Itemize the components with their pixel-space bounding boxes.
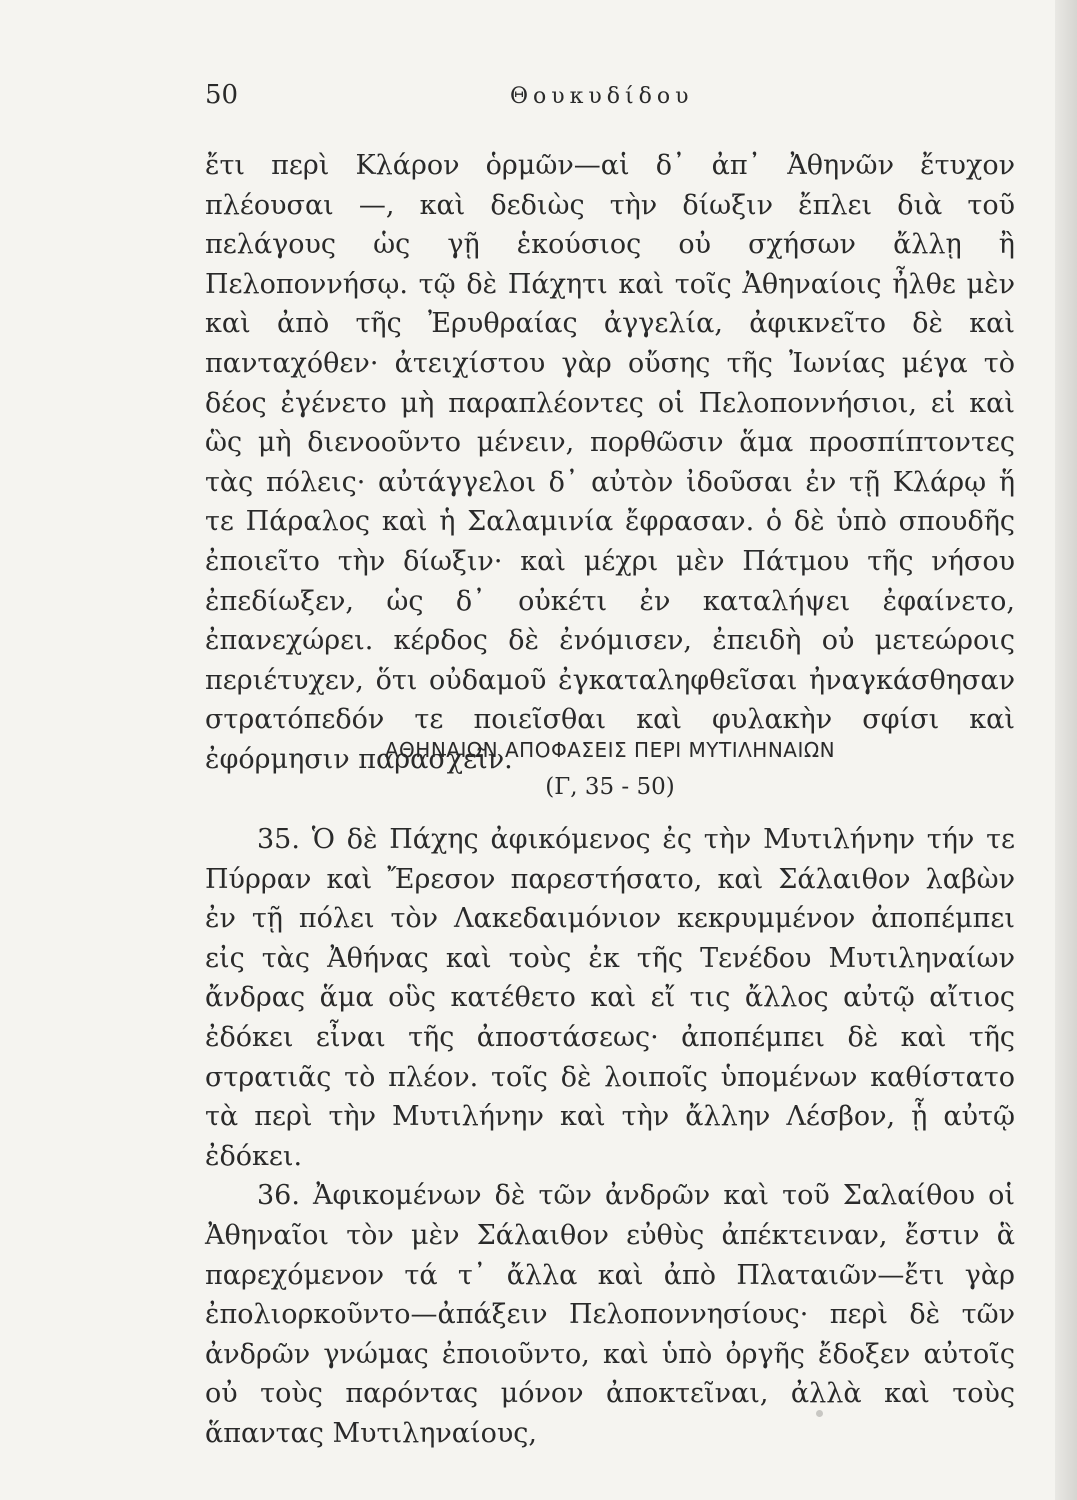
text-block-top: [205, 146, 1015, 780]
running-title: Θουκυδίδου: [510, 84, 694, 109]
paragraph: 36. Ἀφικομένων δὲ τῶν ἀνδρῶν καὶ τοῦ Σαλαίθου οἱ Ἀθηναῖοι τὸν μὲν Σάλαιθον εὐθὺς ἀπέκτειναν, ἔστιν ἃ παρεχόμενον τά τ᾽ ἄλλα καὶ ἀπὸ Πλαταιῶν—ἔτι γὰρ ἐπολιορκοῦντο—ἀπάξειν Πελοποννησίους· περὶ δὲ τῶν ἀνδρῶν γνώμας ἐποιοῦντο, καὶ ὑπὸ ὀργῆς ἔδοξεν αὐτοῖς οὐ τοὺς παρόντας μόνον ἀποκτεῖναι, ἀλλὰ καὶ τοὺς ἅπαντας Μυτιληναίους,: [205, 1180, 1015, 1449]
section-heading: [205, 738, 1015, 800]
page-header: [205, 80, 845, 120]
text-block-bottom: [205, 820, 1015, 1454]
paragraph: ἔτι περὶ Κλάρον ὁρμῶν—αἱ δ᾽ ἀπ᾽ Ἀθηνῶν ἔτυχον πλέουσαι —, καὶ δεδιὼς τὴν δίωξιν ἔπλει διὰ τοῦ πελάγους ὡς γῇ ἑκούσιος οὐ σχήσων ἄλλῃ ἢ Πελοποννήσῳ. τῷ δὲ Πάχητι καὶ τοῖς Ἀθηναίοις ἦλθε μὲν καὶ ἀπὸ τῆς Ἐρυθραίας ἀγγελία, ἀφικνεῖτο δὲ καὶ πανταχόθεν· ἀτειχίστου γὰρ οὔσης τῆς Ἰωνίας μέγα τὸ δέος ἐγένετο μὴ παραπλέοντες οἱ Πελοποννήσιοι, εἰ καὶ ὣς μὴ διενοοῦντο μένειν, πορθῶσιν ἅμα προσπίπτοντες τὰς πόλεις· αὐτάγγελοι δ᾽ αὐτὸν ἰδοῦσαι ἐν τῇ Κλάρῳ ἥ τε Πάραλος καὶ ἡ Σαλαμινία ἔφρασαν. ὁ δὲ ὑπὸ σπουδῆς ἐποιεῖτο τὴν δίωξιν· καὶ μέχρι μὲν Πάτμου τῆς νήσου ἐπεδίωξεν, ὡς δ᾽ οὐκέτι ἐν καταλήψει ἐφαίνετο, ἐπανεχώρει. κέρδος δὲ ἐνόμισεν, ἐπειδὴ οὐ μετεώροις περιέτυχεν, ὅτι οὐδαμοῦ ἐγκαταληφθεῖσαι ἠναγκάσθησαν στρατόπεδόν τε ποιεῖσθαι καὶ φυλακὴν σφίσι καὶ ἐφόρμησιν παρασχεῖν.: [205, 150, 1015, 775]
section-title: ΑΘΗΝΑΙΩΝ ΑΠΟΦΑΣΕΙΣ ΠΕΡΙ ΜΥΤΙΛΗΝΑΙΩΝ: [384, 738, 836, 762]
page-edge-shadow: [1055, 0, 1077, 1500]
print-speck: [816, 1410, 823, 1417]
section-reference: (Γ, 35 - 50): [545, 774, 675, 800]
page-number: 50: [205, 80, 239, 110]
paragraph: 35. Ὁ δὲ Πάχης ἀφικόμενος ἐς τὴν Μυτιλήνην τήν τε Πύρραν καὶ Ἔρεσον παρεστήσατο, καὶ Σάλαιθον λαβὼν ἐν τῇ πόλει τὸν Λακεδαιμόνιον κεκρυμμένον ἀποπέμπει εἰς τὰς Ἀθήνας καὶ τοὺς ἐκ τῆς Τενέδου Μυτιληναίων ἄνδρας ἅμα οὓς κατέθετο καὶ εἴ τις ἄλλος αὐτῷ αἴτιος ἐδόκει εἶναι τῆς ἀποστάσεως· ἀποπέμπει δὲ καὶ τῆς στρατιᾶς τὸ πλέον. τοῖς δὲ λοιποῖς ὑπομένων καθίστατο τὰ περὶ τὴν Μυτιλήνην καὶ τὴν ἄλλην Λέσβον, ᾗ αὐτῷ ἐδόκει.: [205, 824, 1015, 1172]
